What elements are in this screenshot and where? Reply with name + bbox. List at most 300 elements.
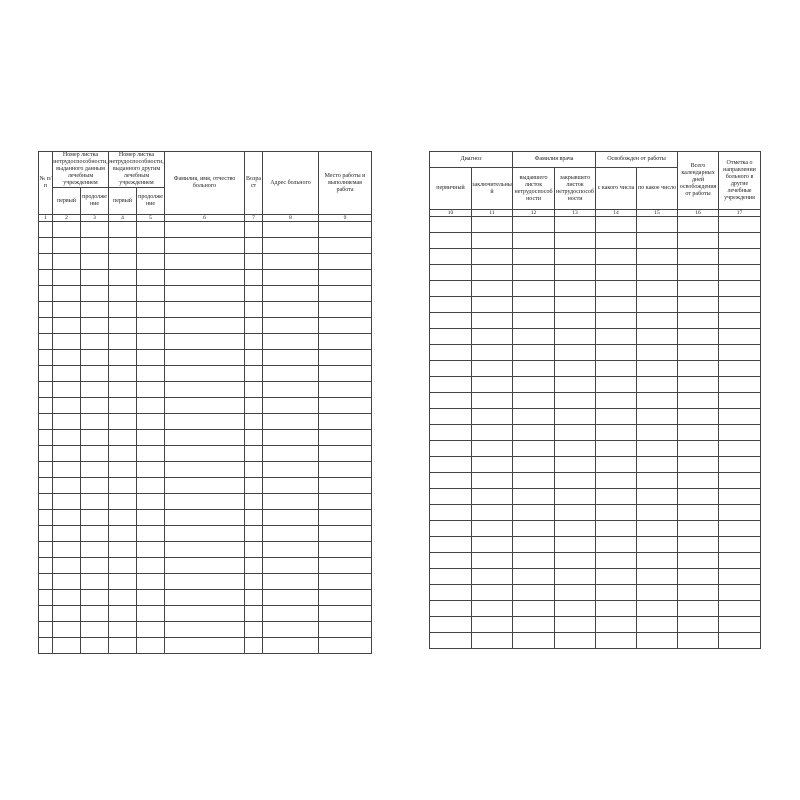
table-cell[interactable] — [513, 489, 555, 505]
table-cell[interactable] — [53, 558, 81, 574]
table-cell[interactable] — [719, 313, 761, 329]
table-cell[interactable] — [165, 622, 245, 638]
table-cell[interactable] — [719, 601, 761, 617]
table-cell[interactable] — [53, 494, 81, 510]
table-cell[interactable] — [596, 521, 637, 537]
table-cell[interactable] — [513, 537, 555, 553]
table-cell[interactable] — [555, 553, 596, 569]
table-cell[interactable] — [53, 574, 81, 590]
table-cell[interactable] — [245, 382, 263, 398]
table-cell[interactable] — [137, 222, 165, 238]
table-cell[interactable] — [319, 638, 372, 654]
table-cell[interactable] — [555, 361, 596, 377]
table-cell[interactable] — [596, 393, 637, 409]
table-cell[interactable] — [165, 558, 245, 574]
table-cell[interactable] — [137, 446, 165, 462]
table-cell[interactable] — [53, 302, 81, 318]
table-cell[interactable] — [678, 361, 719, 377]
table-cell[interactable] — [555, 521, 596, 537]
table-cell[interactable] — [430, 537, 472, 553]
table-cell[interactable] — [245, 286, 263, 302]
table-cell[interactable] — [39, 366, 53, 382]
table-cell[interactable] — [39, 622, 53, 638]
table-cell[interactable] — [137, 334, 165, 350]
table-cell[interactable] — [555, 377, 596, 393]
table-cell[interactable] — [513, 217, 555, 233]
table-cell[interactable] — [39, 606, 53, 622]
table-cell[interactable] — [109, 542, 137, 558]
table-cell[interactable] — [245, 526, 263, 542]
table-cell[interactable] — [81, 222, 109, 238]
table-cell[interactable] — [53, 398, 81, 414]
table-cell[interactable] — [472, 393, 513, 409]
table-cell[interactable] — [109, 350, 137, 366]
table-cell[interactable] — [137, 238, 165, 254]
table-cell[interactable] — [678, 569, 719, 585]
table-cell[interactable] — [165, 366, 245, 382]
table-cell[interactable] — [472, 553, 513, 569]
table-cell[interactable] — [137, 478, 165, 494]
table-cell[interactable] — [39, 462, 53, 478]
table-cell[interactable] — [472, 569, 513, 585]
table-cell[interactable] — [165, 254, 245, 270]
table-cell[interactable] — [245, 638, 263, 654]
table-cell[interactable] — [39, 270, 53, 286]
table-cell[interactable] — [263, 398, 319, 414]
table-cell[interactable] — [596, 329, 637, 345]
table-cell[interactable] — [719, 505, 761, 521]
table-cell[interactable] — [109, 606, 137, 622]
table-cell[interactable] — [165, 462, 245, 478]
table-cell[interactable] — [472, 361, 513, 377]
table-cell[interactable] — [430, 313, 472, 329]
table-cell[interactable] — [245, 398, 263, 414]
table-cell[interactable] — [719, 409, 761, 425]
table-cell[interactable] — [109, 494, 137, 510]
table-cell[interactable] — [555, 537, 596, 553]
table-cell[interactable] — [81, 558, 109, 574]
table-cell[interactable] — [137, 606, 165, 622]
table-cell[interactable] — [719, 281, 761, 297]
table-cell[interactable] — [513, 441, 555, 457]
table-cell[interactable] — [637, 505, 678, 521]
table-cell[interactable] — [596, 489, 637, 505]
table-cell[interactable] — [81, 334, 109, 350]
table-cell[interactable] — [263, 382, 319, 398]
table-cell[interactable] — [719, 377, 761, 393]
table-cell[interactable] — [513, 329, 555, 345]
table-cell[interactable] — [430, 361, 472, 377]
table-cell[interactable] — [596, 345, 637, 361]
table-cell[interactable] — [165, 478, 245, 494]
table-cell[interactable] — [81, 414, 109, 430]
table-cell[interactable] — [719, 585, 761, 601]
table-cell[interactable] — [430, 217, 472, 233]
table-cell[interactable] — [165, 446, 245, 462]
table-cell[interactable] — [245, 318, 263, 334]
table-cell[interactable] — [555, 281, 596, 297]
table-cell[interactable] — [513, 361, 555, 377]
table-cell[interactable] — [472, 249, 513, 265]
table-cell[interactable] — [319, 526, 372, 542]
table-cell[interactable] — [263, 622, 319, 638]
table-cell[interactable] — [53, 510, 81, 526]
table-cell[interactable] — [472, 457, 513, 473]
table-cell[interactable] — [137, 558, 165, 574]
table-cell[interactable] — [137, 398, 165, 414]
table-cell[interactable] — [513, 281, 555, 297]
table-cell[interactable] — [472, 521, 513, 537]
table-cell[interactable] — [637, 457, 678, 473]
table-cell[interactable] — [678, 249, 719, 265]
table-cell[interactable] — [319, 542, 372, 558]
table-cell[interactable] — [637, 409, 678, 425]
table-cell[interactable] — [319, 590, 372, 606]
table-cell[interactable] — [513, 425, 555, 441]
table-cell[interactable] — [555, 425, 596, 441]
table-cell[interactable] — [430, 473, 472, 489]
table-cell[interactable] — [109, 414, 137, 430]
table-cell[interactable] — [637, 361, 678, 377]
table-cell[interactable] — [719, 473, 761, 489]
table-cell[interactable] — [137, 286, 165, 302]
table-cell[interactable] — [165, 574, 245, 590]
table-cell[interactable] — [637, 265, 678, 281]
table-cell[interactable] — [81, 478, 109, 494]
table-cell[interactable] — [637, 489, 678, 505]
table-cell[interactable] — [263, 558, 319, 574]
table-cell[interactable] — [555, 441, 596, 457]
table-cell[interactable] — [430, 233, 472, 249]
table-cell[interactable] — [472, 265, 513, 281]
table-cell[interactable] — [513, 521, 555, 537]
table-cell[interactable] — [555, 473, 596, 489]
table-cell[interactable] — [319, 558, 372, 574]
table-cell[interactable] — [39, 414, 53, 430]
table-cell[interactable] — [165, 286, 245, 302]
table-cell[interactable] — [39, 318, 53, 334]
table-cell[interactable] — [319, 238, 372, 254]
table-cell[interactable] — [513, 505, 555, 521]
table-cell[interactable] — [678, 537, 719, 553]
table-cell[interactable] — [39, 334, 53, 350]
table-cell[interactable] — [245, 334, 263, 350]
table-cell[interactable] — [245, 558, 263, 574]
table-cell[interactable] — [513, 617, 555, 633]
table-cell[interactable] — [555, 297, 596, 313]
table-cell[interactable] — [430, 345, 472, 361]
table-cell[interactable] — [39, 286, 53, 302]
table-cell[interactable] — [596, 537, 637, 553]
table-cell[interactable] — [165, 414, 245, 430]
table-cell[interactable] — [109, 398, 137, 414]
table-cell[interactable] — [472, 425, 513, 441]
table-cell[interactable] — [109, 526, 137, 542]
table-cell[interactable] — [137, 574, 165, 590]
table-cell[interactable] — [109, 478, 137, 494]
table-cell[interactable] — [53, 334, 81, 350]
table-cell[interactable] — [137, 590, 165, 606]
table-cell[interactable] — [137, 462, 165, 478]
table-cell[interactable] — [245, 254, 263, 270]
table-cell[interactable] — [596, 233, 637, 249]
table-cell[interactable] — [137, 430, 165, 446]
table-cell[interactable] — [165, 238, 245, 254]
table-cell[interactable] — [53, 270, 81, 286]
table-cell[interactable] — [430, 457, 472, 473]
table-cell[interactable] — [430, 281, 472, 297]
table-cell[interactable] — [678, 601, 719, 617]
table-cell[interactable] — [719, 537, 761, 553]
table-cell[interactable] — [137, 366, 165, 382]
table-cell[interactable] — [678, 233, 719, 249]
table-cell[interactable] — [678, 377, 719, 393]
table-cell[interactable] — [109, 574, 137, 590]
table-cell[interactable] — [555, 489, 596, 505]
table-cell[interactable] — [53, 382, 81, 398]
table-cell[interactable] — [39, 398, 53, 414]
table-cell[interactable] — [678, 281, 719, 297]
table-cell[interactable] — [109, 254, 137, 270]
table-cell[interactable] — [81, 526, 109, 542]
table-cell[interactable] — [81, 302, 109, 318]
table-cell[interactable] — [637, 393, 678, 409]
table-cell[interactable] — [165, 302, 245, 318]
table-cell[interactable] — [319, 478, 372, 494]
table-cell[interactable] — [596, 505, 637, 521]
table-cell[interactable] — [513, 297, 555, 313]
table-cell[interactable] — [109, 446, 137, 462]
table-cell[interactable] — [39, 302, 53, 318]
table-cell[interactable] — [472, 617, 513, 633]
table-cell[interactable] — [263, 542, 319, 558]
table-cell[interactable] — [245, 590, 263, 606]
table-cell[interactable] — [678, 521, 719, 537]
table-cell[interactable] — [263, 606, 319, 622]
table-cell[interactable] — [81, 638, 109, 654]
table-cell[interactable] — [263, 366, 319, 382]
table-cell[interactable] — [319, 510, 372, 526]
table-cell[interactable] — [596, 601, 637, 617]
table-cell[interactable] — [555, 313, 596, 329]
table-cell[interactable] — [81, 286, 109, 302]
table-cell[interactable] — [719, 489, 761, 505]
table-cell[interactable] — [81, 622, 109, 638]
table-cell[interactable] — [109, 622, 137, 638]
table-cell[interactable] — [263, 462, 319, 478]
table-cell[interactable] — [472, 601, 513, 617]
table-cell[interactable] — [555, 249, 596, 265]
table-cell[interactable] — [637, 281, 678, 297]
table-cell[interactable] — [678, 633, 719, 649]
table-cell[interactable] — [81, 606, 109, 622]
table-cell[interactable] — [319, 494, 372, 510]
table-cell[interactable] — [472, 585, 513, 601]
table-cell[interactable] — [430, 617, 472, 633]
table-cell[interactable] — [472, 329, 513, 345]
table-cell[interactable] — [245, 350, 263, 366]
table-cell[interactable] — [245, 542, 263, 558]
table-cell[interactable] — [263, 270, 319, 286]
table-cell[interactable] — [472, 473, 513, 489]
table-cell[interactable] — [637, 249, 678, 265]
table-cell[interactable] — [137, 638, 165, 654]
table-cell[interactable] — [81, 270, 109, 286]
table-cell[interactable] — [472, 297, 513, 313]
table-cell[interactable] — [109, 430, 137, 446]
table-cell[interactable] — [637, 345, 678, 361]
table-cell[interactable] — [263, 478, 319, 494]
table-cell[interactable] — [319, 254, 372, 270]
table-cell[interactable] — [513, 569, 555, 585]
table-cell[interactable] — [637, 425, 678, 441]
table-cell[interactable] — [319, 414, 372, 430]
table-cell[interactable] — [137, 510, 165, 526]
table-cell[interactable] — [513, 633, 555, 649]
table-cell[interactable] — [53, 318, 81, 334]
table-cell[interactable] — [678, 409, 719, 425]
table-cell[interactable] — [472, 537, 513, 553]
table-cell[interactable] — [81, 318, 109, 334]
table-cell[interactable] — [678, 441, 719, 457]
table-cell[interactable] — [165, 590, 245, 606]
table-cell[interactable] — [513, 601, 555, 617]
table-cell[interactable] — [53, 350, 81, 366]
table-cell[interactable] — [137, 542, 165, 558]
table-cell[interactable] — [678, 489, 719, 505]
table-cell[interactable] — [596, 585, 637, 601]
table-cell[interactable] — [319, 446, 372, 462]
table-cell[interactable] — [109, 382, 137, 398]
table-cell[interactable] — [719, 521, 761, 537]
table-cell[interactable] — [263, 590, 319, 606]
table-cell[interactable] — [81, 254, 109, 270]
table-cell[interactable] — [39, 638, 53, 654]
table-cell[interactable] — [81, 462, 109, 478]
table-cell[interactable] — [678, 505, 719, 521]
table-cell[interactable] — [678, 265, 719, 281]
table-cell[interactable] — [513, 249, 555, 265]
table-cell[interactable] — [555, 217, 596, 233]
table-cell[interactable] — [596, 377, 637, 393]
table-cell[interactable] — [637, 313, 678, 329]
table-cell[interactable] — [165, 222, 245, 238]
table-cell[interactable] — [53, 542, 81, 558]
table-cell[interactable] — [165, 542, 245, 558]
table-cell[interactable] — [53, 366, 81, 382]
table-cell[interactable] — [637, 473, 678, 489]
table-cell[interactable] — [555, 569, 596, 585]
table-cell[interactable] — [430, 377, 472, 393]
table-cell[interactable] — [165, 398, 245, 414]
table-cell[interactable] — [81, 366, 109, 382]
table-cell[interactable] — [430, 505, 472, 521]
table-cell[interactable] — [319, 350, 372, 366]
table-cell[interactable] — [263, 350, 319, 366]
table-cell[interactable] — [319, 398, 372, 414]
table-cell[interactable] — [430, 585, 472, 601]
table-cell[interactable] — [596, 281, 637, 297]
table-cell[interactable] — [637, 585, 678, 601]
table-cell[interactable] — [430, 249, 472, 265]
table-cell[interactable] — [678, 393, 719, 409]
table-cell[interactable] — [719, 265, 761, 281]
table-cell[interactable] — [678, 345, 719, 361]
table-cell[interactable] — [39, 590, 53, 606]
table-cell[interactable] — [472, 633, 513, 649]
table-cell[interactable] — [53, 606, 81, 622]
table-cell[interactable] — [637, 217, 678, 233]
table-cell[interactable] — [637, 633, 678, 649]
table-cell[interactable] — [472, 281, 513, 297]
table-cell[interactable] — [678, 585, 719, 601]
table-cell[interactable] — [472, 345, 513, 361]
table-cell[interactable] — [53, 222, 81, 238]
table-cell[interactable] — [39, 254, 53, 270]
table-cell[interactable] — [263, 574, 319, 590]
table-cell[interactable] — [39, 350, 53, 366]
table-cell[interactable] — [596, 265, 637, 281]
table-cell[interactable] — [245, 574, 263, 590]
table-cell[interactable] — [719, 457, 761, 473]
table-cell[interactable] — [109, 366, 137, 382]
table-cell[interactable] — [555, 505, 596, 521]
table-cell[interactable] — [430, 409, 472, 425]
table-cell[interactable] — [245, 478, 263, 494]
table-cell[interactable] — [513, 553, 555, 569]
table-cell[interactable] — [596, 217, 637, 233]
table-cell[interactable] — [596, 473, 637, 489]
table-cell[interactable] — [39, 222, 53, 238]
table-cell[interactable] — [137, 494, 165, 510]
table-cell[interactable] — [678, 217, 719, 233]
table-cell[interactable] — [719, 569, 761, 585]
table-cell[interactable] — [513, 265, 555, 281]
table-cell[interactable] — [263, 446, 319, 462]
table-cell[interactable] — [245, 446, 263, 462]
table-cell[interactable] — [430, 425, 472, 441]
table-cell[interactable] — [319, 430, 372, 446]
table-cell[interactable] — [719, 553, 761, 569]
table-cell[interactable] — [165, 382, 245, 398]
table-cell[interactable] — [263, 254, 319, 270]
table-cell[interactable] — [39, 510, 53, 526]
table-cell[interactable] — [137, 526, 165, 542]
table-cell[interactable] — [245, 606, 263, 622]
table-cell[interactable] — [513, 377, 555, 393]
table-cell[interactable] — [263, 430, 319, 446]
table-cell[interactable] — [430, 265, 472, 281]
table-cell[interactable] — [678, 297, 719, 313]
table-cell[interactable] — [319, 366, 372, 382]
table-cell[interactable] — [39, 382, 53, 398]
table-cell[interactable] — [678, 617, 719, 633]
table-cell[interactable] — [719, 425, 761, 441]
table-cell[interactable] — [109, 590, 137, 606]
table-cell[interactable] — [430, 569, 472, 585]
table-cell[interactable] — [245, 430, 263, 446]
table-cell[interactable] — [263, 638, 319, 654]
table-cell[interactable] — [263, 318, 319, 334]
table-cell[interactable] — [39, 478, 53, 494]
table-cell[interactable] — [81, 510, 109, 526]
table-cell[interactable] — [165, 606, 245, 622]
table-cell[interactable] — [109, 270, 137, 286]
table-cell[interactable] — [513, 457, 555, 473]
table-cell[interactable] — [165, 526, 245, 542]
table-cell[interactable] — [137, 254, 165, 270]
table-cell[interactable] — [637, 377, 678, 393]
